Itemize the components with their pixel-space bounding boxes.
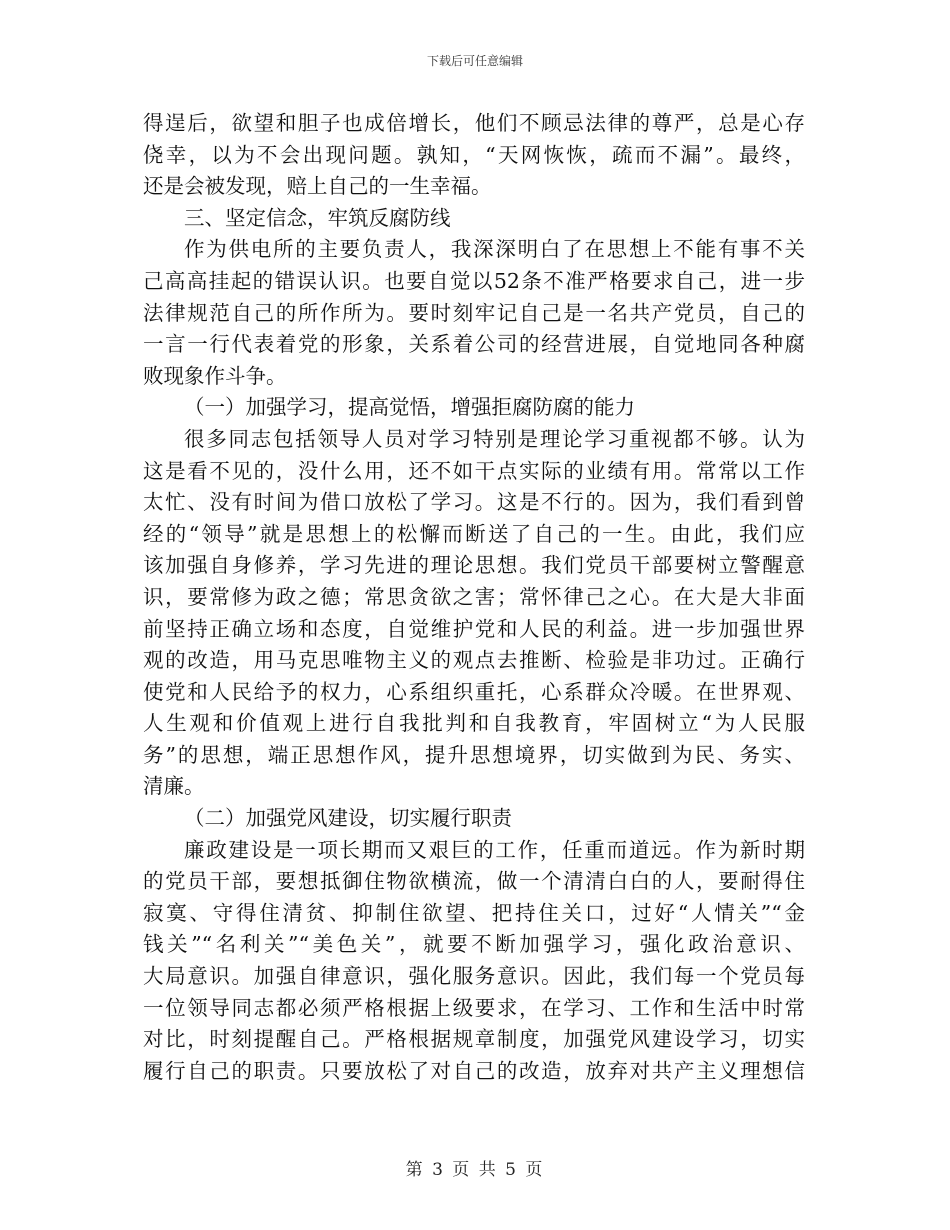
text-line: 败现象作斗争。 — [143, 363, 287, 388]
document-body — [143, 108, 805, 1087]
text-line: 人生观和价值观上进行自我批判和自我教育，牢固树立“为人民服 — [143, 711, 805, 736]
text-line: 的党员干部，要想抵御住物欲横流，做一个清清白白的人，要耐得住 — [143, 869, 805, 894]
text-line: 前坚持正确立场和态度，自觉维护党和人民的利益。进一步加强世界 — [143, 616, 805, 641]
text-line: 使党和人民给予的权力，心系组织重托，心系群众冷暖。在世界观、 — [143, 679, 805, 704]
text-line: 太忙、没有时间为借口放松了学习。这是不行的。因为，我们看到曾 — [143, 490, 805, 515]
text-line: 还是会被发现，赔上自己的一生幸福。 — [143, 174, 492, 199]
text-line: 钱关”“名利关”“美色关”，就要不断加强学习，强化政治意识、 — [143, 932, 805, 957]
text-line: 三、坚定信念，牢筑反腐防线 — [184, 205, 451, 230]
text-line: 作为供电所的主要负责人，我深深明白了在思想上不能有事不关 — [184, 237, 805, 262]
text-line: 法律规范自己的所作所为。要时刻牢记自己是一名共产党员，自己的 — [143, 300, 805, 325]
text-line: 经的“领导”就是思想上的松懈而断送了自己的一生。由此，我们应 — [143, 521, 805, 546]
text-line: （二）加强党风建设，切实履行职责 — [184, 806, 512, 831]
text-line: 大局意识。加强自律意识，强化服务意识。因此，我们每一个党员每 — [143, 964, 805, 989]
text-line: 对比，时刻提醒自己。严格根据规章制度，加强党风建设学习，切实 — [143, 1027, 805, 1052]
page-header: 下载后可任意编辑 — [426, 54, 523, 68]
text-line: 识，要常修为政之德；常思贪欲之害；常怀律己之心。在大是大非面 — [143, 584, 805, 609]
text-line: 得逞后，欲望和胆子也成倍增长，他们不顾忌法律的尊严，总是心存 — [143, 111, 805, 135]
text-line: 履行自己的职责。只要放松了对自己的改造，放弃对共产主义理想信 — [143, 1058, 805, 1083]
text-line: 一言一行代表着党的形象，关系着公司的经营进展，自觉地同各种腐 — [143, 332, 805, 357]
text-line: 一位领导同志都必须严格根据上级要求，在学习、工作和生活中时常 — [143, 995, 805, 1020]
text-line: 这是看不见的，没什么用，还不如干点实际的业绩有用。常常以工作 — [143, 458, 805, 483]
text-line: 侥幸，以为不会出现问题。孰知，“天网恢恢，疏而不漏”。最终， — [143, 142, 805, 167]
text-line: （一）加强学习，提高觉悟，增强拒腐防腐的能力 — [184, 395, 635, 420]
text-line: 寂寞、守得住清贫、抑制住欲望、把持住关口，过好“人情关”“金 — [143, 900, 805, 925]
text-line: 该加强自身修养，学习先进的理论思想。我们党员干部要树立警醒意 — [143, 553, 805, 578]
text-line: 观的改造，用马克思唯物主义的观点去推断、检验是非功过。正确行 — [143, 648, 805, 673]
text-line: 己高高挂起的错误认识。也要自觉以52条不准严格要求自己，进一步 — [143, 268, 805, 293]
text-line: 务”的思想，端正思想作风，提升思想境界，切实做到为民、务实、 — [143, 742, 805, 767]
text-line: 廉政建设是一项长期而又艰巨的工作，任重而道远。作为新时期 — [184, 837, 805, 862]
text-line: 清廉。 — [143, 774, 205, 799]
text-line: 很多同志包括领导人员对学习特别是理论学习重视都不够。认为 — [184, 426, 805, 451]
page-footer: 第 3 页 共 5 页 — [405, 1160, 545, 1180]
